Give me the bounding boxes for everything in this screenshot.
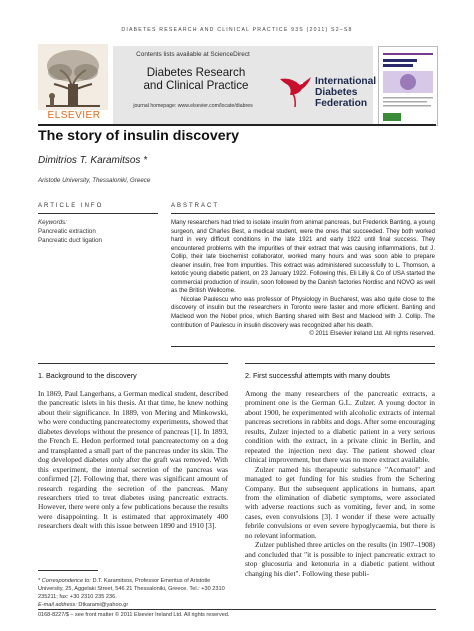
correspondence-footnote xyxy=(38,577,228,609)
body-paragraph: Among the many researchers of the pancreatic extracts, a prominent one is the German G.L. Zulzer. A young doctor in about 1900, he experimented with alcoholic extracts of internal pancreas secretions in rabbits and dogs. After some encouraging results, Zulzer injected to a diabetic patient in a very serious condition with the extract, in a private clinic in Berlin, and repeated the injection next day. The patient showed clear clinical improvement, but there was no more extract available. xyxy=(245,389,435,465)
section1-body xyxy=(38,389,228,531)
publisher-name: ELSEVIER xyxy=(47,110,101,121)
keywords-label: Keywords: xyxy=(38,219,67,226)
email-label: E-mail address: xyxy=(38,602,77,608)
abstract-rule xyxy=(171,213,435,214)
article-info-heading: ARTICLE INFO xyxy=(38,203,104,209)
author-affiliation: Aristotle University, Thessaloniki, Greece xyxy=(38,177,151,184)
journal-title-line1: Diabetes Research xyxy=(146,66,246,79)
article-info-rule xyxy=(38,213,158,214)
article-title: The story of insulin discovery xyxy=(38,128,240,144)
abstract-heading: ABSTRACT xyxy=(171,203,220,209)
abstract-paragraph: Many researchers had tried to isolate insulin from animal pancreas, but Frederick Banting, a young surgeon, and Charles Best, a medical student, were the ones that succeeded. They both worked hard in very difficult conditions in the late 1921 and early 1922 until final success. They encountered problems with the impurities of their extract that was causing inflammations, but J. Collip, their late biochemist collaborator, worked many hours and was soon able to prepare cleaner insulin, free from impurities. This extract was administered successfully to L. Thomson, a ketotic young diabetic patient, on 23 January 1922. Following this, Eli Lilly & Co of USA started the commercial production of insulin, soon followed by the Danish factories Nordisc and NOVO as well as the British Wellcome. xyxy=(171,220,435,295)
abstract-body xyxy=(171,219,435,339)
abstract-copyright: © 2011 Elsevier Ireland Ltd. All rights reserved. xyxy=(309,331,435,338)
article-author: Dimitrios T. Karamitsos * xyxy=(38,155,148,166)
masthead-rule xyxy=(38,124,436,126)
idf-bird-logo xyxy=(278,73,312,109)
journal-title-line2: and Clinical Practice xyxy=(143,79,249,92)
idf-line2: Diabetes xyxy=(315,87,358,98)
abstract-paragraph: Nicolae Paulescu who was professor of Physiology in Bucharest, was also quite close to the discovery of insulin but the researchers in Toronto were faster and more efficient. Banting and Macleod won the Nobel price, which Banting shared with Best and Macleod with J. Collip. The contribution of Paulescu in insulin discovery was recognized after his death. xyxy=(171,296,435,329)
footnote-rule xyxy=(38,570,98,571)
idf-line1: International xyxy=(315,76,377,87)
journal-homepage: journal homepage: www.elsevier.com/locate/diabres xyxy=(133,103,253,109)
journal-title xyxy=(121,66,271,92)
contents-availability: Contents lists available at ScienceDirect xyxy=(136,51,250,58)
abstract-bottom-rule xyxy=(171,346,435,347)
keyword-item: Pancreatic duct ligation xyxy=(38,237,102,244)
correspondence-text: D.T. Karamitsos, Professor Emeritus of Aristotle University, 25, Aggelaki Street, 546 21 Thessaloniki, Greece. Tel.: +30 2310 235211; fax: +30 2310 235 236. xyxy=(38,578,225,600)
section1-top-rule xyxy=(38,363,228,364)
email-address[interactable]: Dtkarami@yahoo.gr xyxy=(78,602,129,608)
correspondence-label: * Correspondence to: xyxy=(38,578,91,584)
body-paragraph: Zulzer named his therapeutic substance "Acomatol" and managed to get funding for his studies from the Schering Company. But the subsequent applications in humans, apart from the elimination of diabetic symptoms, were associated with adverse reactions such as vomiting, fever and, in some cases, even convulsions [3]. I wonder if these were actually febrile convulsions or even severe hypoglycaemia, but there is no relevant information. xyxy=(245,464,435,540)
email-line xyxy=(38,601,228,609)
section2-heading: 2. First successful attempts with many doubts xyxy=(245,371,391,380)
section1-heading: 1. Background to the discovery xyxy=(38,371,137,380)
body-paragraph: In 1869, Paul Langerhans, a German medical student, described the pancreatic islets in his thesis. At that time, he knew nothing about their significance. In 1889, von Mering and Minkowski, who were conducting pancreatectomy experiments, showed that diabetes develops without the presence of pancreas [1]. In 1893, the French E. Hedon performed total pancreatectomy on a dog and transplanted a small part of the pancreas under its skin. The dog developed diabetes only after the graft was removed. With this experiment, the internal secretion of the pancreas was confirmed [2]. Following that, there was significant amount of research regarding the secretion of the pancreas. Many researchers tried to treat diabetes using pancreatic extracts. However, there were only a few publications because the results were disappointing. It is estimated that approximately 400 researchers dealt with this issue between 1890 and 1910 [3]. xyxy=(38,389,228,531)
front-matter-line: 0168-8227/$ – see front matter © 2011 Elsevier Ireland Ltd. All rights reserved. xyxy=(38,612,230,618)
keyword-item: Pancreatic extraction xyxy=(38,228,96,235)
section2-body xyxy=(245,389,435,578)
idf-name xyxy=(315,76,376,109)
bottom-rule xyxy=(38,609,436,610)
body-paragraph: Zulzer published three articles on the results (in 1907–1908) and concluded that "it is possible to inject pancreatic extract to stop glucosuria and ketonuria in a diabetic patient without changing his diet". Following these publi- xyxy=(245,540,435,578)
running-head: DIABETES RESEARCH AND CLINICAL PRACTICE 93S (2011) S2–S8 xyxy=(121,27,353,33)
journal-cover-thumbnail xyxy=(378,46,438,126)
idf-line3: Federation xyxy=(315,98,368,109)
correspondence-line xyxy=(38,577,228,601)
section2-top-rule xyxy=(245,363,435,364)
